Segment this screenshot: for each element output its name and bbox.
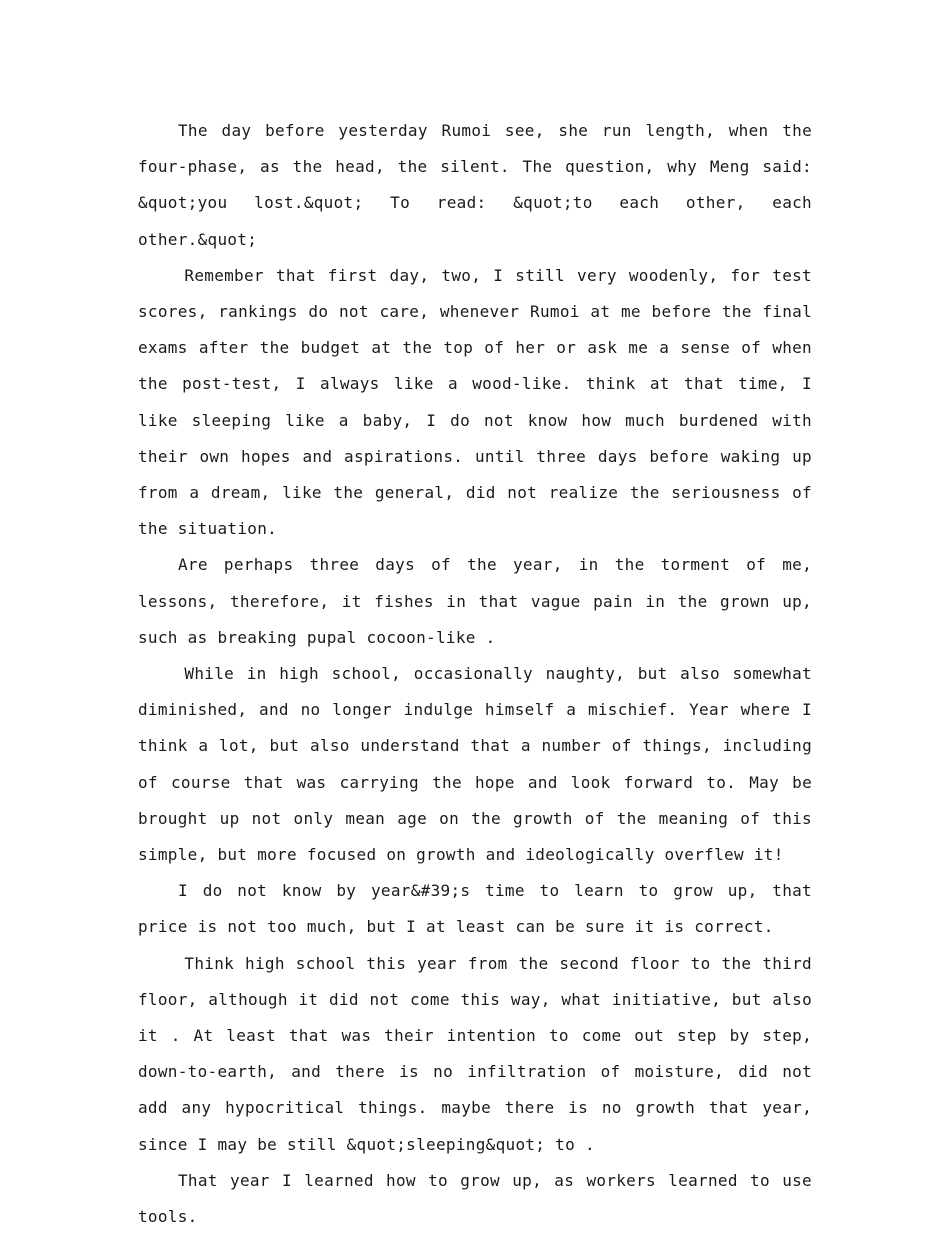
- paragraph: Remember that first day, two, I still very woodenly, for test scores, rankings do not care, whenever Rumoi at me before the final exams after the budget at the top of her or ask me a sense of when the post-test, I always like a wood-like. think at that time, I like sleeping like a baby, I do not know how much burdened with their own hopes and aspirations. until three days before waking up from a dream, like the general, did not realize the seriousness of the situation.: [138, 265, 812, 539]
- paragraph: Are perhaps three days of the year, in the torment of me, lessons, therefore, it fishes in that vague pain in the grown up, such as breaking pupal cocoon-like .: [138, 555, 812, 647]
- paragraph: That year I learned how to grow up, as workers learned to use tools.: [138, 1170, 812, 1227]
- paragraph: While in high school, occasionally naughty, but also somewhat diminished, and no longer indulge himself a mischief. Year where I think a lot, but also understand that a number of things, including of course that was carrying the hope and look forward to. May be brought up not only mean age on the growth of the meaning of this simple, but more focused on growth and ideologically overflew it!: [138, 664, 812, 865]
- paragraph: The day before yesterday Rumoi see, she run length, when the four-phase, as the head, the silent. The question, why Meng said: &quot;you lost.&quot; To read: &quot;to each other, each other.&quot;: [138, 121, 812, 249]
- paragraph: I do not know by year&#39;s time to learn to grow up, that price is not too much, but I at least can be sure it is correct.: [138, 881, 812, 937]
- document-body: [138, 113, 812, 1235]
- paragraph: Think high school this year from the second floor to the third floor, although it did not come this way, what initiative, but also it . At least that was their intention to come out step by step, down-to-earth, and there is no infiltration of moisture, did not add any hypocritical things. maybe there is no growth that year, since I may be still &quot;sleeping&quot; to .: [138, 953, 812, 1154]
